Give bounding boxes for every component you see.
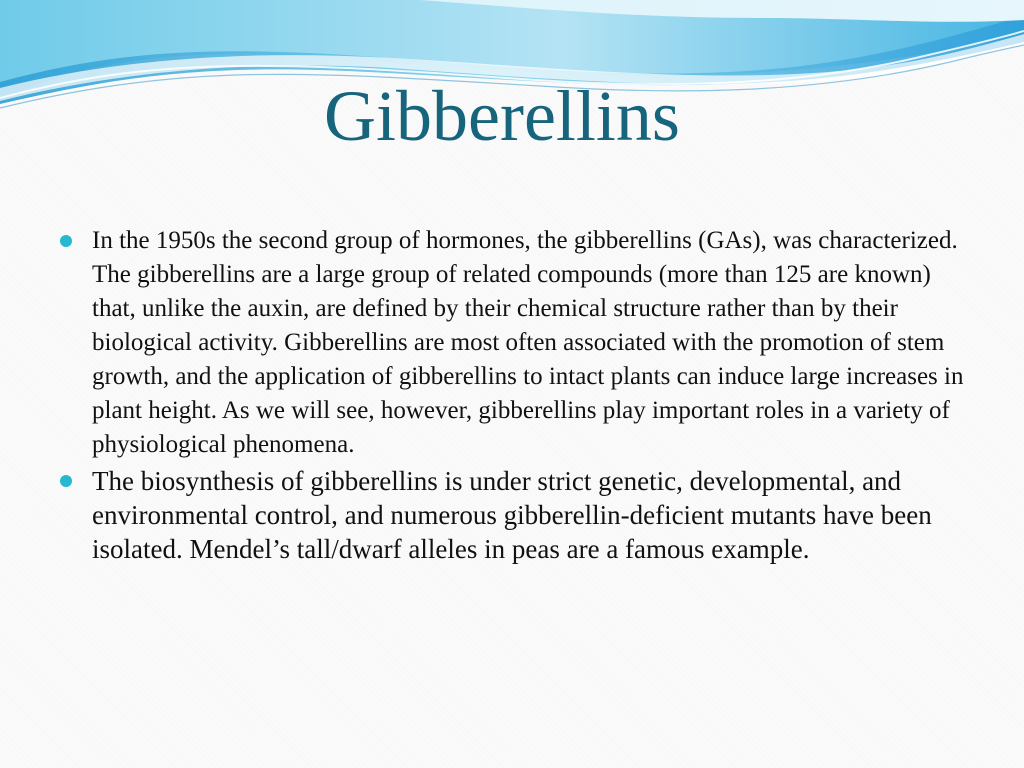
bullet-item [60, 224, 980, 462]
bullet-marker-icon [60, 475, 72, 487]
bullet-list [60, 224, 980, 566]
page-title: Gibberellins [324, 76, 680, 156]
bullet-text: The biosynthesis of gibberellins is under strict genetic, developmental, and environmental control, and numerous gibberellin-deficient mutants have been isolated. Mendel’s tall/dwarf alleles in peas are a famous example. [92, 466, 932, 564]
bullet-marker-icon [60, 235, 72, 247]
bullet-item [60, 464, 980, 566]
bullet-text: In the 1950s the second group of hormones, the gibberellins (GAs), was characterized. The gibberellins are a large group of related compounds (more than 125 are known) that, unlike the auxin, are defined by their chemical structure rather than by their biological activity. Gibberellins are most often associated with the promotion of stem growth, and the application of gibberellins to intact plants can induce large increases in plant height. As we will see, however, gibberellins play important roles in a variety of physiological phenomena. [92, 227, 964, 458]
